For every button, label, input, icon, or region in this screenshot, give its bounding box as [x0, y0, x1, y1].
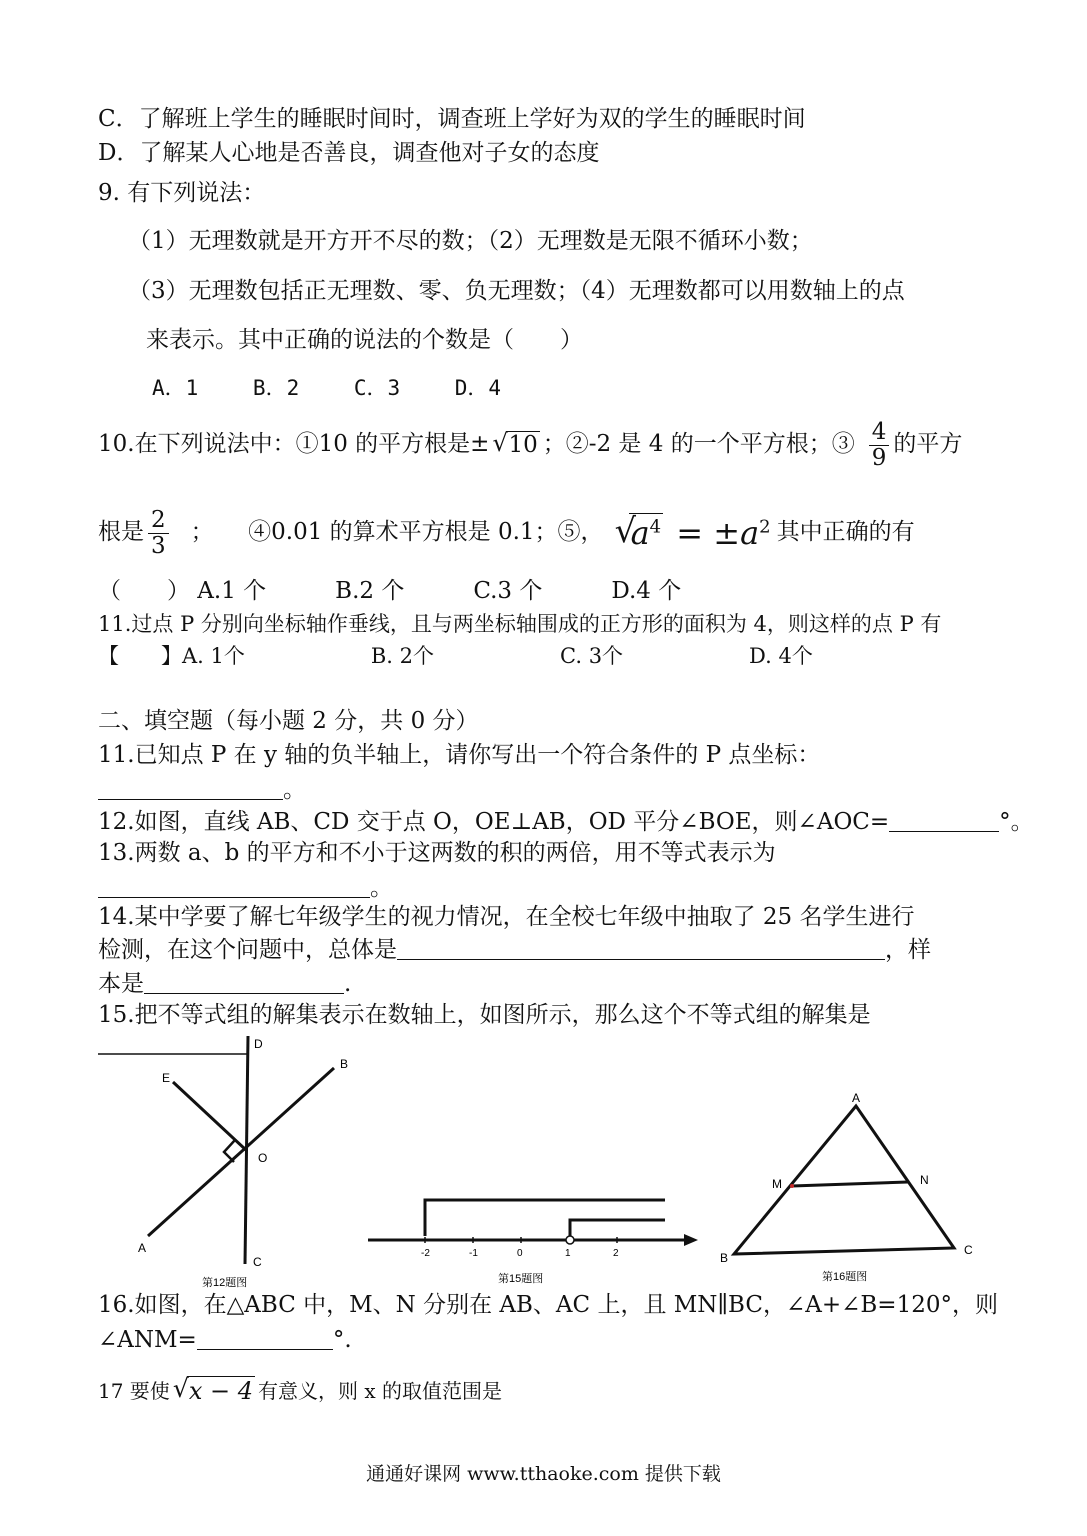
figure-12 — [98, 1036, 368, 1296]
q10-text-e: ； ④0.01 的算术平方根是 0.1；⑤， — [190, 519, 604, 546]
label-m: M — [772, 1177, 782, 1191]
fig16-caption: 第16题图 — [822, 1271, 868, 1283]
q8-option-c: C．了解班上学生的睡眠时间时，调查班上学好为双的学生的睡眠时间 — [98, 106, 806, 132]
label-o: O — [258, 1151, 268, 1165]
solution-ray-x-gt-1 — [570, 1220, 665, 1236]
tick-label: -1 — [469, 1248, 478, 1259]
figure-16 — [716, 1090, 986, 1290]
q10-text-c: 的平方 — [893, 431, 963, 458]
label-e: E — [162, 1071, 171, 1085]
open-circle-1 — [566, 1236, 574, 1244]
q14-line-3: 本是 . — [98, 971, 352, 997]
solution-ray-x-ge-minus-2 — [425, 1200, 665, 1236]
q10-text-a: 10.在下列说法中：①10 的平方根是± — [98, 431, 490, 458]
q17-stem: 17 要使 √ x − 4 有意义，则 x 的取值范围是 — [98, 1376, 502, 1406]
q11b-stem: 11.已知点 P 在 y 轴的负半轴上，请你写出一个符合条件的 P 点坐标： — [98, 742, 821, 768]
q16-line-2: ∠ANM= °. — [98, 1327, 352, 1353]
tick-label: 0 — [517, 1248, 523, 1259]
fig15-caption: 第15题图 — [498, 1273, 544, 1285]
q9-stem: 9. 有下列说法： — [98, 180, 266, 206]
q8-option-d: D．了解某人心地是否善良，调查他对子女的态度 — [98, 140, 600, 166]
q16-line-1: 16.如图，在△ABC 中，M、N 分别在 AB、AC 上，且 MN∥BC，∠A+∠B=120°，则 — [98, 1292, 998, 1318]
q14-line-2: 检测，在这个问题中，总体是 ，样 — [98, 937, 931, 963]
q10-formula: √ $a^4 = \pm a^2$ — [612, 513, 771, 552]
q10-options: （ ） A.1 个 B.2 个 C.3 个 D.4 个 — [98, 578, 682, 604]
q9-options: A．1 B．2 C．3 D．4 — [152, 376, 502, 400]
section-2-title: 二、填空题（每小题 2 分，共 0 分） — [98, 708, 479, 734]
q9-statement-3-4: （3）无理数包括正无理数、零、负无理数；（4）无理数都可以用数轴上的点 — [128, 278, 905, 304]
line-oe — [173, 1082, 246, 1150]
q12-stem: 12.如图，直线 AB、CD 交于点 O，OE⊥AB，OD 平分∠BOE，则∠AOC= °。 — [98, 809, 1034, 835]
label-c: C — [253, 1255, 262, 1269]
fig12-caption: 第12题图 — [202, 1277, 248, 1289]
q9-question: 来表示。其中正确的说法的个数是（ ） — [146, 327, 583, 353]
label-d: D — [254, 1037, 263, 1051]
q10-fraction-4-9: $\frac{4}{9}$ — [869, 420, 890, 469]
q10-line-1 — [98, 415, 962, 475]
segment-mn — [792, 1182, 908, 1186]
figure-15 — [368, 1190, 704, 1290]
tick-label: 1 — [565, 1248, 571, 1259]
q10-text-b: ；②-2 是 4 的一个平方根；③ — [542, 431, 855, 458]
q11b-answer-line: 。 — [98, 776, 306, 805]
q10-line-2 — [98, 500, 915, 566]
line-ab — [148, 1068, 334, 1236]
q10-text-f: 其中正确的有 — [776, 519, 915, 546]
label-n: N — [920, 1173, 929, 1187]
label-b: B — [720, 1251, 729, 1265]
axis-arrow — [684, 1234, 698, 1246]
q11a-stem: 11.过点 P 分别向坐标轴作垂线，且与两坐标轴围成的正方形的面积为 4，则这样的点 P 有 — [98, 612, 942, 636]
q10-text-d: 根是 — [98, 519, 144, 546]
q13-answer-line: 。 — [98, 874, 393, 903]
label-b: B — [340, 1057, 349, 1071]
tick-label: 2 — [613, 1248, 619, 1259]
q10-sqrt-10: √ 10 — [492, 431, 539, 460]
q9-statement-1-2: （1）无理数就是开方开不尽的数；（2）无理数是无限不循环小数； — [128, 228, 813, 254]
q11a-options: 【 】A. 1个 B. 2个 C. 3个 D. 4个 — [98, 644, 813, 668]
tick-label: -2 — [421, 1248, 430, 1259]
label-a: A — [138, 1241, 147, 1255]
point-m — [790, 1184, 794, 1188]
q10-fraction-2-3: $\frac{2}{3}$ — [148, 508, 169, 557]
label-a: A — [852, 1091, 861, 1105]
label-c: C — [964, 1243, 973, 1257]
footer-watermark: 通通好课网 www.tthaoke.com 提供下载 — [366, 1463, 721, 1485]
q13-stem: 13.两数 a、b 的平方和不小于这两数的积的两倍，用不等式表示为 — [98, 840, 776, 866]
q15-stem: 15.把不等式组的解集表示在数轴上，如图所示，那么这个不等式组的解集是 — [98, 1002, 871, 1028]
q14-line-1: 14.某中学要了解七年级学生的视力情况，在全校七年级中抽取了 25 名学生进行 — [98, 904, 915, 930]
